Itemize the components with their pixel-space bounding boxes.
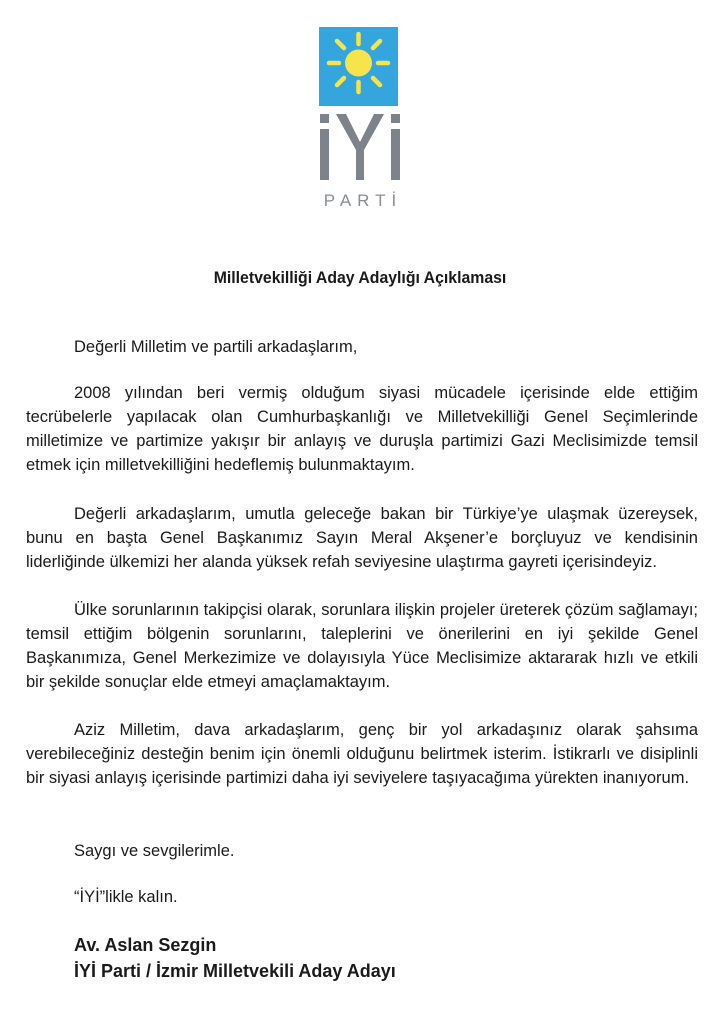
page-title: Milletvekilliği Aday Adaylığı Açıklaması — [213, 268, 507, 287]
signature-name: Av. Aslan Sezgin — [74, 935, 217, 955]
paragraph-1: 2008 yılından beri vermiş olduğum siyasi mücadele içerisinde elde ettiğim tecrübelerle yapılacak olan Cumhurbaşkanlığı ve Milletvekilliği Genel Seçimlerinde milletimize ve partimize yakışır bir anlayış ve duruşla partimizi Gazi Meclisimizde temsil etmek için milletvekilliğini hedeflemiş bulunmaktayım. — [26, 384, 698, 474]
sun-icon — [319, 27, 398, 106]
party-subtitle: PARTİ — [323, 191, 403, 210]
party-wordmark — [300, 112, 420, 182]
closing-motto: “İYİ”likle kalın. — [74, 888, 178, 906]
paragraph-4: Aziz Milletim, dava arkadaşlarım, genç bir yol arkadaşınız olarak şahsıma verebileceğiniz desteğin benim için önemli olduğunu belirtmek isterim. İstikrarlı ve disiplinli bir siyasi anlayış içerisinde partimizi daha iyi seviyelere taşıyacağıma yürekten inanıyorum. — [26, 721, 698, 787]
party-logo-emblem — [319, 27, 398, 106]
iyi-wordmark-icon — [300, 112, 420, 182]
paragraph-2: Değerli arkadaşlarım, umutla geleceğe bakan bir Türkiye’ye ulaşmak üzereysek, bunu en başta Genel Başkanımız Sayın Meral Akşener’e borçluyuz ve kendisinin liderliğinde ülkemizi her alanda yüksek refah seviyesine ulaştırma gayreti içerisindeyiz. — [26, 505, 698, 571]
closing-greeting: Saygı ve sevgilerimle. — [74, 842, 235, 860]
signature-title: İYİ Parti / İzmir Milletvekili Aday Adayı — [74, 961, 396, 981]
paragraph-3: Ülke sorunlarının takipçisi olarak, sorunlara ilişkin projeler üreterek çözüm sağlamayı; temsil ettiğim bölgenin sorunlarını, taleplerini ve önerilerini en iyi şekilde Genel Başkanımıza, Genel Merkezimize ve dolayısıyla Yüce Meclisimize aktararak hızlı ve etkili bir şekilde sonuçlar elde etmeyi amaçlamaktayım. — [26, 601, 698, 691]
salutation: Değerli Milletim ve partili arkadaşlarım, — [74, 338, 358, 356]
